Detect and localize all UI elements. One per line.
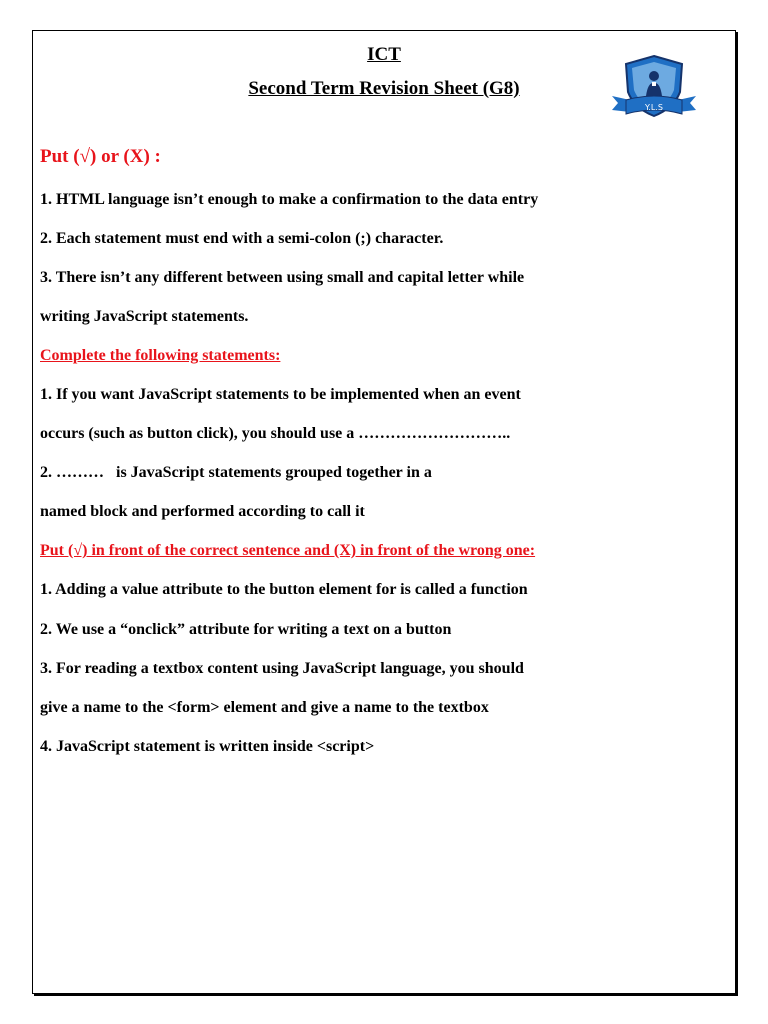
question-line: 2. ……… is JavaScript statements grouped together in a [40, 464, 432, 481]
question-line: occurs (such as button click), you should use a ……………………….. [40, 425, 511, 442]
question-line: 3. For reading a textbox content using JavaScript language, you should [40, 660, 524, 677]
page-title: ICT [367, 44, 401, 65]
page-border-shadow-right [736, 32, 738, 996]
question-line: 3. There isn’t any different between using small and capital letter while [40, 269, 525, 286]
question-line: 1. Adding a value attribute to the button element for is called a function [40, 581, 528, 598]
section-heading-true-false: Put (√) or (X) : [40, 146, 161, 167]
question-line: named block and performed according to call it [40, 503, 365, 520]
question-line: 1. HTML language isn’t enough to make a confirmation to the data entry [40, 191, 539, 208]
page-subtitle: Second Term Revision Sheet (G8) [248, 78, 520, 99]
page-border-shadow-bottom [34, 994, 738, 996]
question-line: 2. We use a “onclick” attribute for writing a text on a button [40, 621, 452, 638]
question-line: give a name to the <form> element and give a name to the textbox [40, 699, 489, 716]
logo-text: Y.L.S [645, 103, 663, 112]
school-logo-icon [608, 52, 700, 122]
question-line: 4. JavaScript statement is written inside <script> [40, 738, 375, 755]
question-line: 1. If you want JavaScript statements to be implemented when an event [40, 386, 521, 403]
question-line: writing JavaScript statements. [40, 308, 249, 325]
question-line: 2. Each statement must end with a semi-colon (;) character. [40, 230, 444, 247]
section-heading-complete: Complete the following statements: [40, 347, 281, 364]
section-heading-correct-wrong: Put (√) in front of the correct sentence and (X) in front of the wrong one: [40, 542, 536, 559]
